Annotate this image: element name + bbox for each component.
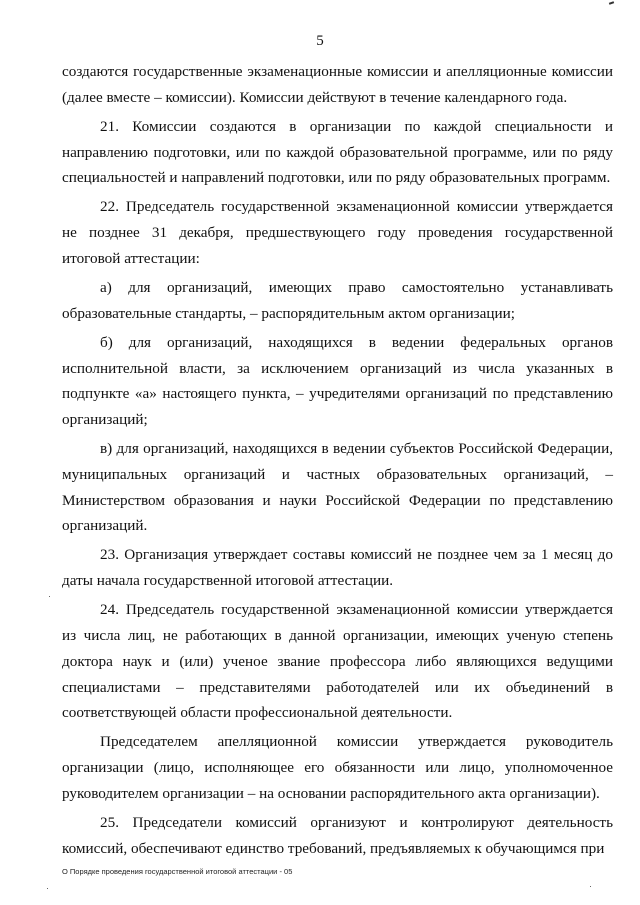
- paragraph-item-21: 21. Комиссии создаются в организации по каждой специальности и направлению подготовки, или по каждой образовательной программе, или по ряду специальностей и направлений подготовки, или по ряду образовательных программ.: [62, 117, 613, 187]
- scan-artifact: [609, 1, 614, 5]
- subparagraph-a: а) для организаций, имеющих право самостоятельно устанавливать образовательные стандарты, – распорядительным актом организации;: [62, 278, 613, 322]
- document-footer: О Порядке проведения государственной итоговой аттестации - 05: [62, 867, 293, 876]
- paragraph-appeal-chair: Председателем апелляционной комиссии утверждается руководитель организации (лицо, исполняющее его обязанности или лицо, уполномоченное руководителем организации – на основании распорядительного акта организации).: [62, 733, 613, 803]
- subparagraph-b: б) для организаций, находящихся в ведении федеральных органов исполнительной власти, за исключением организаций из числа указанных в подпункте «а» настоящего пункта, – учредителями организаций по представлению организаций;: [62, 333, 613, 429]
- page-number: 5: [316, 33, 324, 49]
- paragraph-continuation: создаются государственные экзаменационные комиссии и апелляционные комиссии (далее вместе – комиссии). Комиссии действуют в течение календарного года.: [62, 63, 613, 106]
- scan-speck: [47, 888, 48, 889]
- document-body: [62, 59, 613, 865]
- subparagraph-v: в) для организаций, находящихся в ведении субъектов Российской Федерации, муниципальных организаций и частных образовательных организаций, – Министерством образования и науки Российской Федерации по представлению организаций.: [62, 440, 613, 535]
- paragraph-item-25: 25. Председатели комиссий организуют и контролируют деятельность комиссий, обеспечивают единство требований, предъявляемых к обучающимся при: [62, 814, 613, 857]
- paragraph-item-23: 23. Организация утверждает составы комиссий не позднее чем за 1 месяц до даты начала государственной итоговой аттестации.: [62, 546, 613, 590]
- scan-speck: [590, 886, 591, 887]
- paragraph-item-22: 22. Председатель государственной экзаменационной комиссии утверждается не позднее 31 декабря, предшествующего году проведения государственной итоговой аттестации:: [62, 198, 613, 267]
- paragraph-item-24: 24. Председатель государственной экзаменационной комиссии утверждается из числа лиц, не работающих в данной организации, имеющих ученую степень доктора наук и (или) ученое звание профессора либо являющихся ведущими специалистами – представителями работодателей или их объединений в соответствующей области профессиональной деятельности.: [62, 601, 613, 722]
- scan-speck: [49, 596, 50, 597]
